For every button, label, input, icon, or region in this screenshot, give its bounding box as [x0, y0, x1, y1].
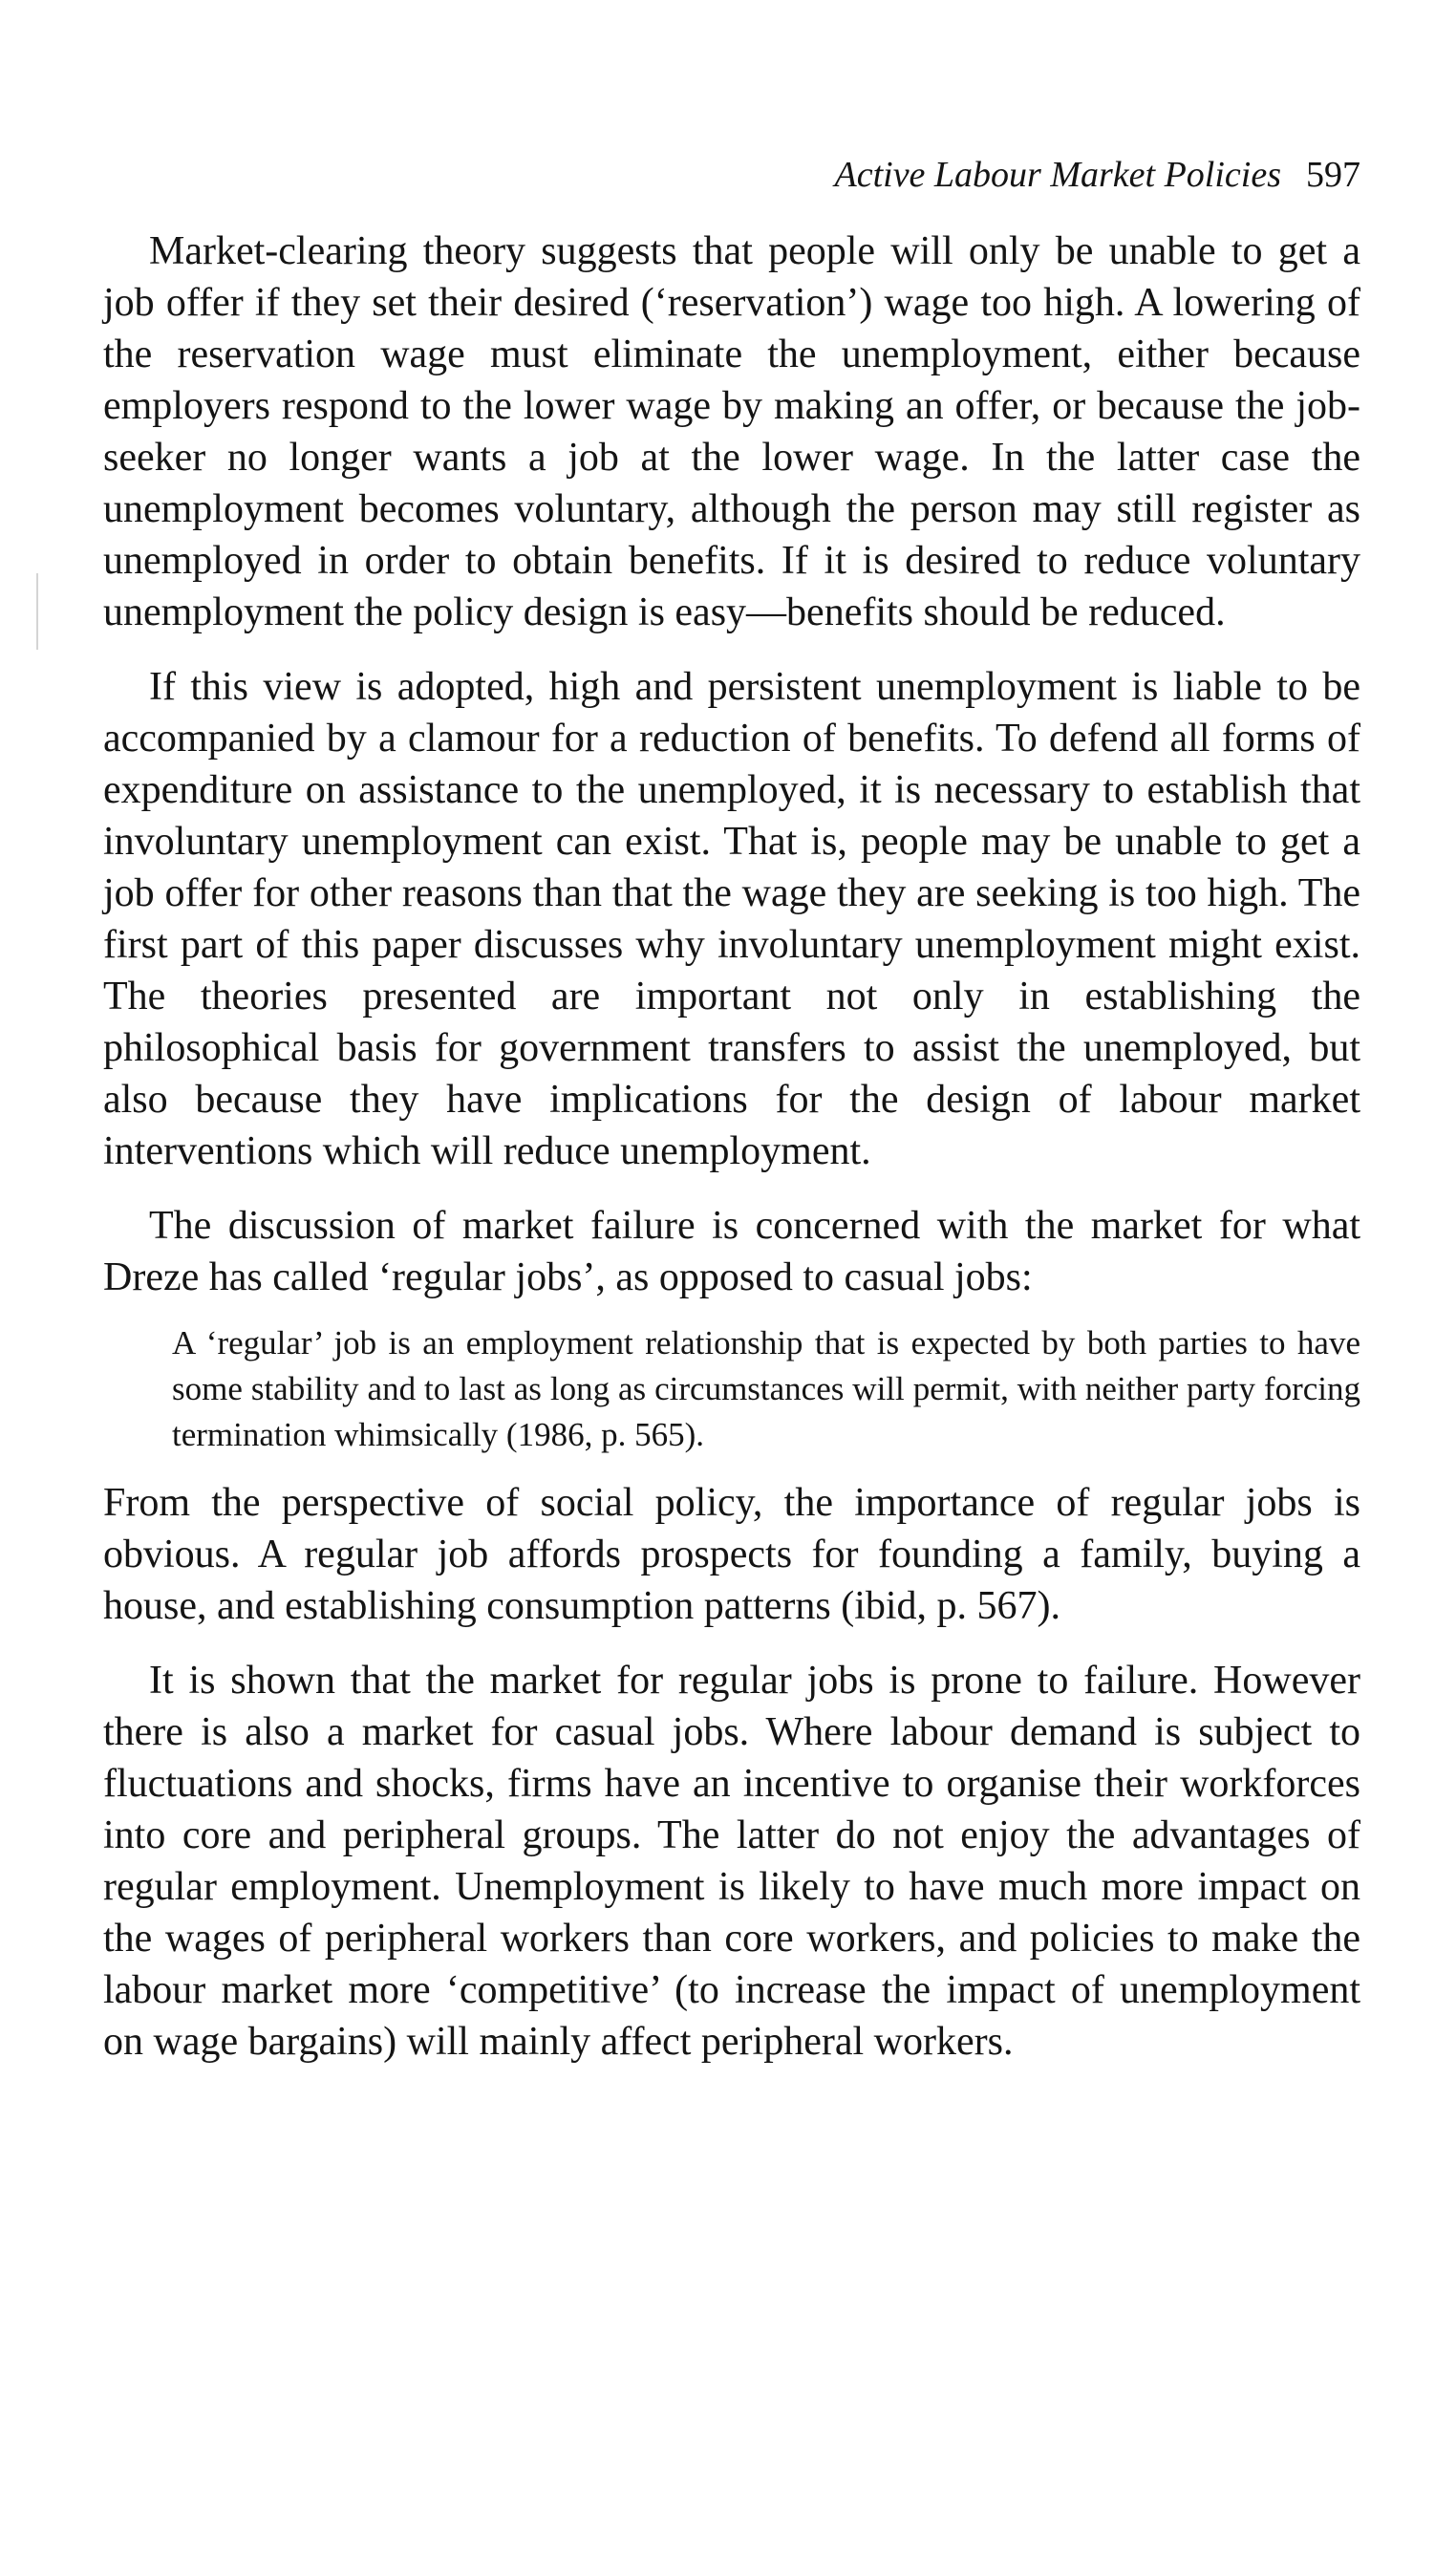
paragraph-involuntary-unemployment: If this view is adopted, high and persistent unemployment is liable to be accompanied by a clamour for a reduction of benefits. To defend all forms of expenditure on assistance to the unemployed, it is necessary to establish that involuntary unemployment can exist. That is, people may be unable to get a job offer for other reasons than that the wage they are seeking is too high. The first part of this paper discusses why involuntary unemployment might exist. The theories presented are important not only in establishing the philosophical basis for government transfers to assist the unemployed, but also because they have implications for the design of labour market interventions which will reduce unemployment. [103, 665, 1360, 1173]
paragraph-casual-jobs: It is shown that the market for regular jobs is prone to failure. However there is also a market for casual jobs. Where labour demand is subject to fluctuations and shocks, firms have an incentive to organise their workforces into core and peripheral groups. The latter do not enjoy the advantages of regular employment. Unemployment is likely to have much more impact on the wages of peripheral workers than core workers, and policies to make the labour market more ‘competitive’ (to increase the impact of unemployment on wage bargains) will mainly affect peripheral workers. [103, 1659, 1360, 2064]
paragraph-regular-jobs-intro: The discussion of market failure is concerned with the market for what Dreze has called ‘regular jobs’, as opposed to casual jobs: [103, 1204, 1360, 1299]
running-title: Active Labour Market Policies [834, 155, 1281, 195]
margin-scan-mark [36, 573, 38, 650]
page-number: 597 [1306, 155, 1360, 195]
paragraph-social-policy: From the perspective of social policy, the importance of regular jobs is obvious. A regular job affords prospects for founding a family, buying a house, and establishing consumption patterns (ibid, p. 567). [103, 1481, 1360, 1628]
running-header [103, 153, 1360, 197]
block-quote: A ‘regular’ job is an employment relationship that is expected by both parties to have some stability and to last as long as circumstances will permit, with neither party forcing termination whimsically (1986, p. 565). [172, 1324, 1360, 1453]
book-page [103, 153, 1360, 2068]
paragraph-market-clearing: Market-clearing theory suggests that people will only be unable to get a job offer if they set their desired (‘reservation’) wage too high. A lowering of the reservation wage must eliminate the unemployment, either because employers respond to the lower wage by making an offer, or because the job-seeker no longer wants a job at the lower wage. In the latter case the unemployment becomes voluntary, although the person may still register as unemployed in order to obtain benefits. If it is desired to reduce voluntary unemployment the policy design is easy—benefits should be reduced. [103, 229, 1360, 634]
